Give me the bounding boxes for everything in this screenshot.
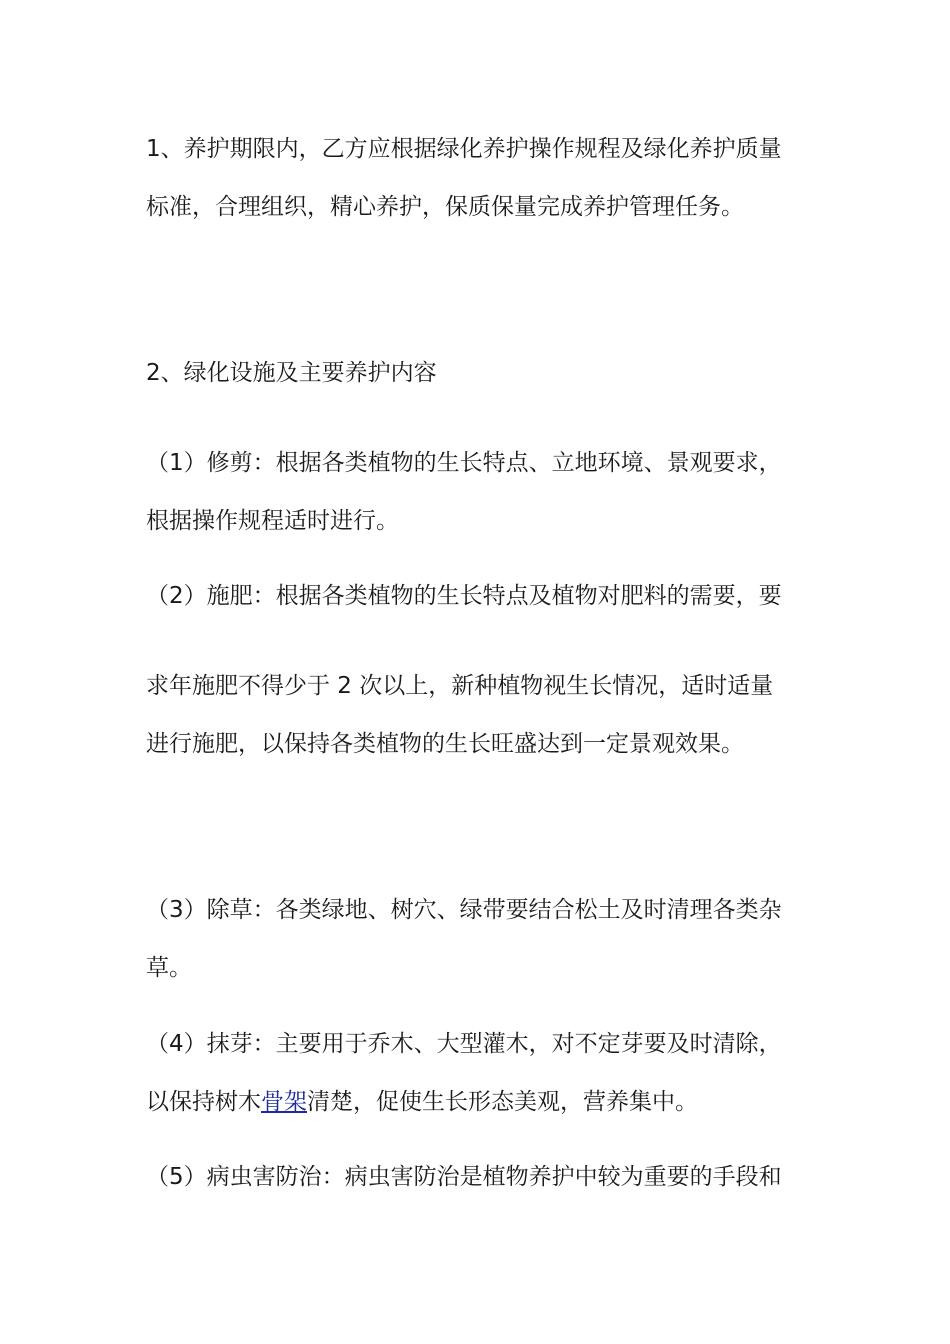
item-4-line-2 [146,1087,826,1117]
item-2-line-3: 进行施肥，以保持各类植物的生长旺盛达到一定景观效果。 [146,731,744,757]
item-4-text-before-link: 以保持树木 [146,1089,261,1115]
item-1-line-2: 根据操作规程适时进行。 [146,508,399,534]
paragraph-1-line-1: 1、养护期限内，乙方应根据绿化养护操作规程及绿化养护质量 [146,136,782,162]
item-1-line-1: （1）修剪：根据各类植物的生长特点、立地环境、景观要求， [146,450,782,476]
section-2-heading: 2、绿化设施及主要养护内容 [146,360,437,386]
item-3-line-1: （3）除草：各类绿地、树穴、绿带要结合松土及时清理各类杂 [146,897,782,923]
item-2-line-1: （2）施肥：根据各类植物的生长特点及植物对肥料的需要，要 [146,583,782,609]
item-2-line-2: 求年施肥不得少于 2 次以上，新种植物视生长情况，适时适量 [146,673,774,699]
skeleton-link[interactable]: 骨架 [261,1089,307,1115]
item-4-line-1: （4）抹芽：主要用于乔木、大型灌木，对不定芽要及时清除， [146,1031,782,1057]
paragraph-1-line-2: 标准，合理组织，精心养护，保质保量完成养护管理任务。 [146,194,744,220]
item-3-line-2: 草。 [146,955,192,981]
item-4-text-after-link: 清楚，促使生长形态美观，营养集中。 [307,1089,698,1115]
item-5-line-1: （5）病虫害防治：病虫害防治是植物养护中较为重要的手段和 [146,1164,782,1190]
